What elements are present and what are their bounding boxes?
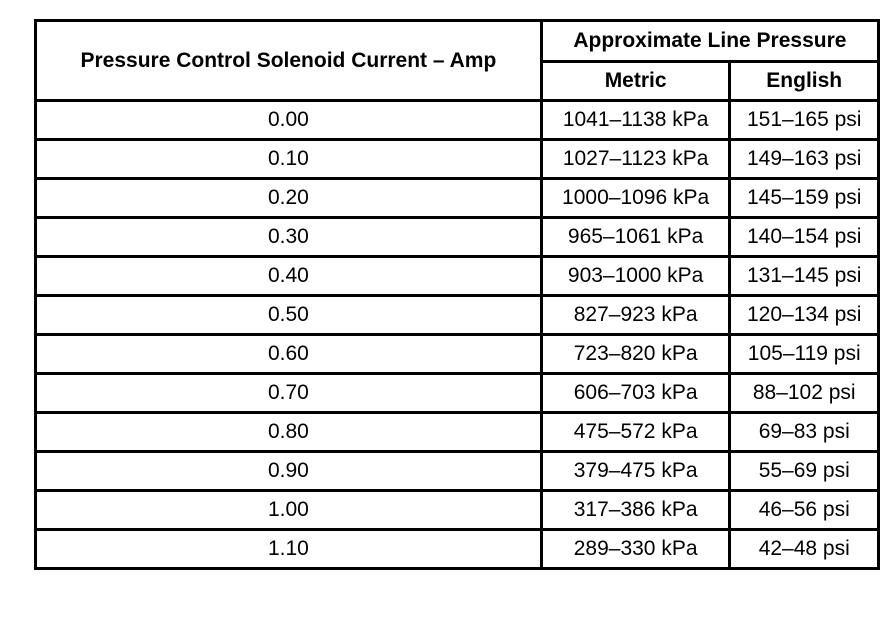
cell-english: 145–159 psi bbox=[730, 179, 879, 218]
cell-current: 0.60 bbox=[36, 335, 542, 374]
table-row bbox=[36, 413, 879, 452]
cell-english: 69–83 psi bbox=[730, 413, 879, 452]
cell-english: 46–56 psi bbox=[730, 491, 879, 530]
cell-current: 1.10 bbox=[36, 530, 542, 569]
table-row bbox=[36, 218, 879, 257]
cell-english: 105–119 psi bbox=[730, 335, 879, 374]
cell-current: 0.90 bbox=[36, 452, 542, 491]
cell-current: 0.10 bbox=[36, 140, 542, 179]
cell-metric: 1041–1138 kPa bbox=[541, 101, 730, 140]
cell-current: 0.40 bbox=[36, 257, 542, 296]
cell-english: 151–165 psi bbox=[730, 101, 879, 140]
cell-current: 1.00 bbox=[36, 491, 542, 530]
cell-metric: 317–386 kPa bbox=[541, 491, 730, 530]
cell-current: 0.20 bbox=[36, 179, 542, 218]
cell-metric: 1000–1096 kPa bbox=[541, 179, 730, 218]
table-row bbox=[36, 491, 879, 530]
header-row-top bbox=[36, 21, 879, 62]
header-line-pressure: Approximate Line Pressure bbox=[541, 21, 878, 62]
cell-metric: 606–703 kPa bbox=[541, 374, 730, 413]
cell-current: 0.70 bbox=[36, 374, 542, 413]
cell-metric: 475–572 kPa bbox=[541, 413, 730, 452]
cell-english: 120–134 psi bbox=[730, 296, 879, 335]
cell-current: 0.50 bbox=[36, 296, 542, 335]
table-row bbox=[36, 179, 879, 218]
table-row bbox=[36, 452, 879, 491]
table-row bbox=[36, 101, 879, 140]
cell-english: 55–69 psi bbox=[730, 452, 879, 491]
cell-english: 149–163 psi bbox=[730, 140, 879, 179]
cell-english: 140–154 psi bbox=[730, 218, 879, 257]
cell-english: 42–48 psi bbox=[730, 530, 879, 569]
cell-metric: 723–820 kPa bbox=[541, 335, 730, 374]
header-current: Pressure Control Solenoid Current – Amp bbox=[36, 21, 542, 101]
cell-current: 0.80 bbox=[36, 413, 542, 452]
cell-metric: 1027–1123 kPa bbox=[541, 140, 730, 179]
table-row bbox=[36, 140, 879, 179]
cell-metric: 827–923 kPa bbox=[541, 296, 730, 335]
table-row bbox=[36, 257, 879, 296]
cell-current: 0.30 bbox=[36, 218, 542, 257]
table-header bbox=[36, 21, 879, 101]
cell-metric: 379–475 kPa bbox=[541, 452, 730, 491]
cell-metric: 903–1000 kPa bbox=[541, 257, 730, 296]
table-row bbox=[36, 296, 879, 335]
cell-metric: 965–1061 kPa bbox=[541, 218, 730, 257]
cell-english: 88–102 psi bbox=[730, 374, 879, 413]
cell-metric: 289–330 kPa bbox=[541, 530, 730, 569]
table-row bbox=[36, 374, 879, 413]
header-english: English bbox=[730, 62, 879, 101]
table-row bbox=[36, 335, 879, 374]
cell-english: 131–145 psi bbox=[730, 257, 879, 296]
cell-current: 0.00 bbox=[36, 101, 542, 140]
header-metric: Metric bbox=[541, 62, 730, 101]
line-pressure-table bbox=[34, 19, 880, 570]
table-body bbox=[36, 101, 879, 569]
table-row bbox=[36, 530, 879, 569]
